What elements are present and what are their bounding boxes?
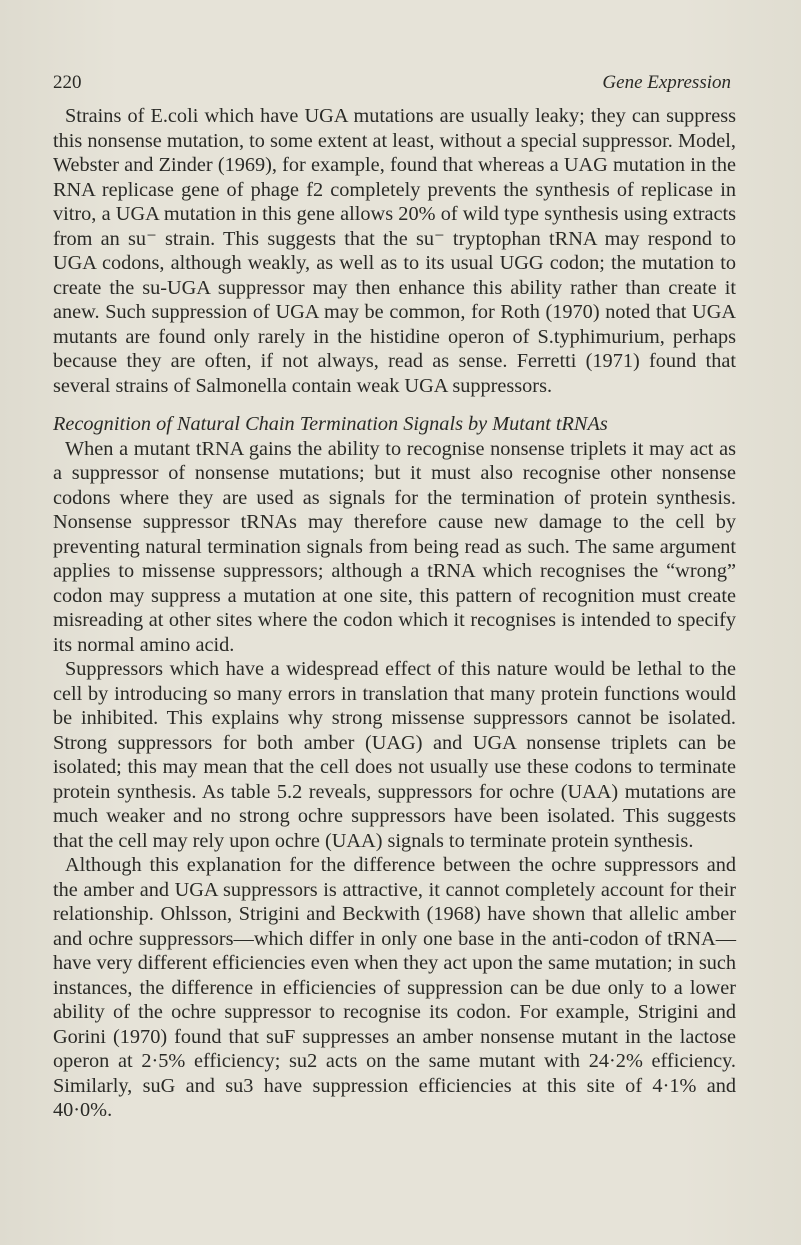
section-heading: Recognition of Natural Chain Termination Signals by Mutant tRNAs: [53, 413, 608, 435]
paragraph: When a mutant tRNA gains the ability to recognise nonsense triplets it may act as a suppressor of nonsense mutations; but it must also recognise other nonsense codons where they are used as signals for the termination of protein synthesis. Nonsense suppressor tRNAs may therefore cause new damage to the cell by preventing natural termination signals from being read as such. The same argument applies to missense suppressors; although a tRNA which recognises the “wrong” codon may suppress a mutation at one site, this pattern of recognition must create misreading at other sites where the codon which it recognises is intended to specify its normal amino acid.: [53, 437, 736, 656]
body-text: [53, 104, 736, 1123]
page-number: 220: [53, 72, 82, 93]
running-title: Gene Expression: [602, 72, 731, 93]
paragraph: Although this explanation for the difference between the ochre suppressors and the amber and UGA suppressors is attractive, it cannot completely account for their relationship. Ohlsson, Strigini and Beckwith (1968) have shown that allelic amber and ochre suppressors—which differ in only one base in the anti-codon of tRNA—have very different efficiencies even when they act upon the same mutation; in such instances, the difference in efficiencies of suppression can be due only to a lower ability of the ochre suppressor to recognise its codon. For example, Strigini and Gorini (1970) found that suF suppresses an amber nonsense mutant in the lactose operon at 2·5% efficiency; su2 acts on the same mutant with 24·2% efficiency. Similarly, suG and su3 have suppression efficiencies at this site of 4·1% and 40·0%.: [53, 854, 736, 1121]
paragraph: Suppressors which have a widespread effect of this nature would be lethal to the cell by introducing so many errors in translation that many protein functions would be inhibited. This explains why strong missense suppressors cannot be isolated. Strong suppressors for both amber (UAG) and UGA nonsense triplets can be isolated; this may mean that the cell does not usually use these codons to terminate protein synthesis. As table 5.2 reveals, suppressors for ochre (UAA) mutations are much weaker and no strong ochre suppressors have been isolated. This suggests that the cell may rely upon ochre (UAA) signals to terminate protein synthesis.: [53, 658, 736, 852]
paragraph: Strains of E.coli which have UGA mutations are usually leaky; they can suppress this nonsense mutation, to some extent at least, without a special suppressor. Model, Webster and Zinder (1969), for example, found that whereas a UAG mutation in the RNA replicase gene of phage f2 completely prevents the synthesis of replicase in vitro, a UGA mutation in this gene allows 20% of wild type synthesis using extracts from an su⁻ strain. This suggests that the su⁻ tryptophan tRNA may respond to UGA codons, although weakly, as well as to its usual UGG codon; the mutation to create the su-UGA suppressor may then enhance this ability rather than create it anew. Such suppression of UGA may be common, for Roth (1970) noted that UGA mutants are found only rarely in the histidine operon of S.typhimurium, perhaps because they are often, if not always, read as sense. Ferretti (1971) found that several strains of Salmonella contain weak UGA suppressors.: [53, 105, 736, 397]
page-header: [53, 72, 478, 96]
